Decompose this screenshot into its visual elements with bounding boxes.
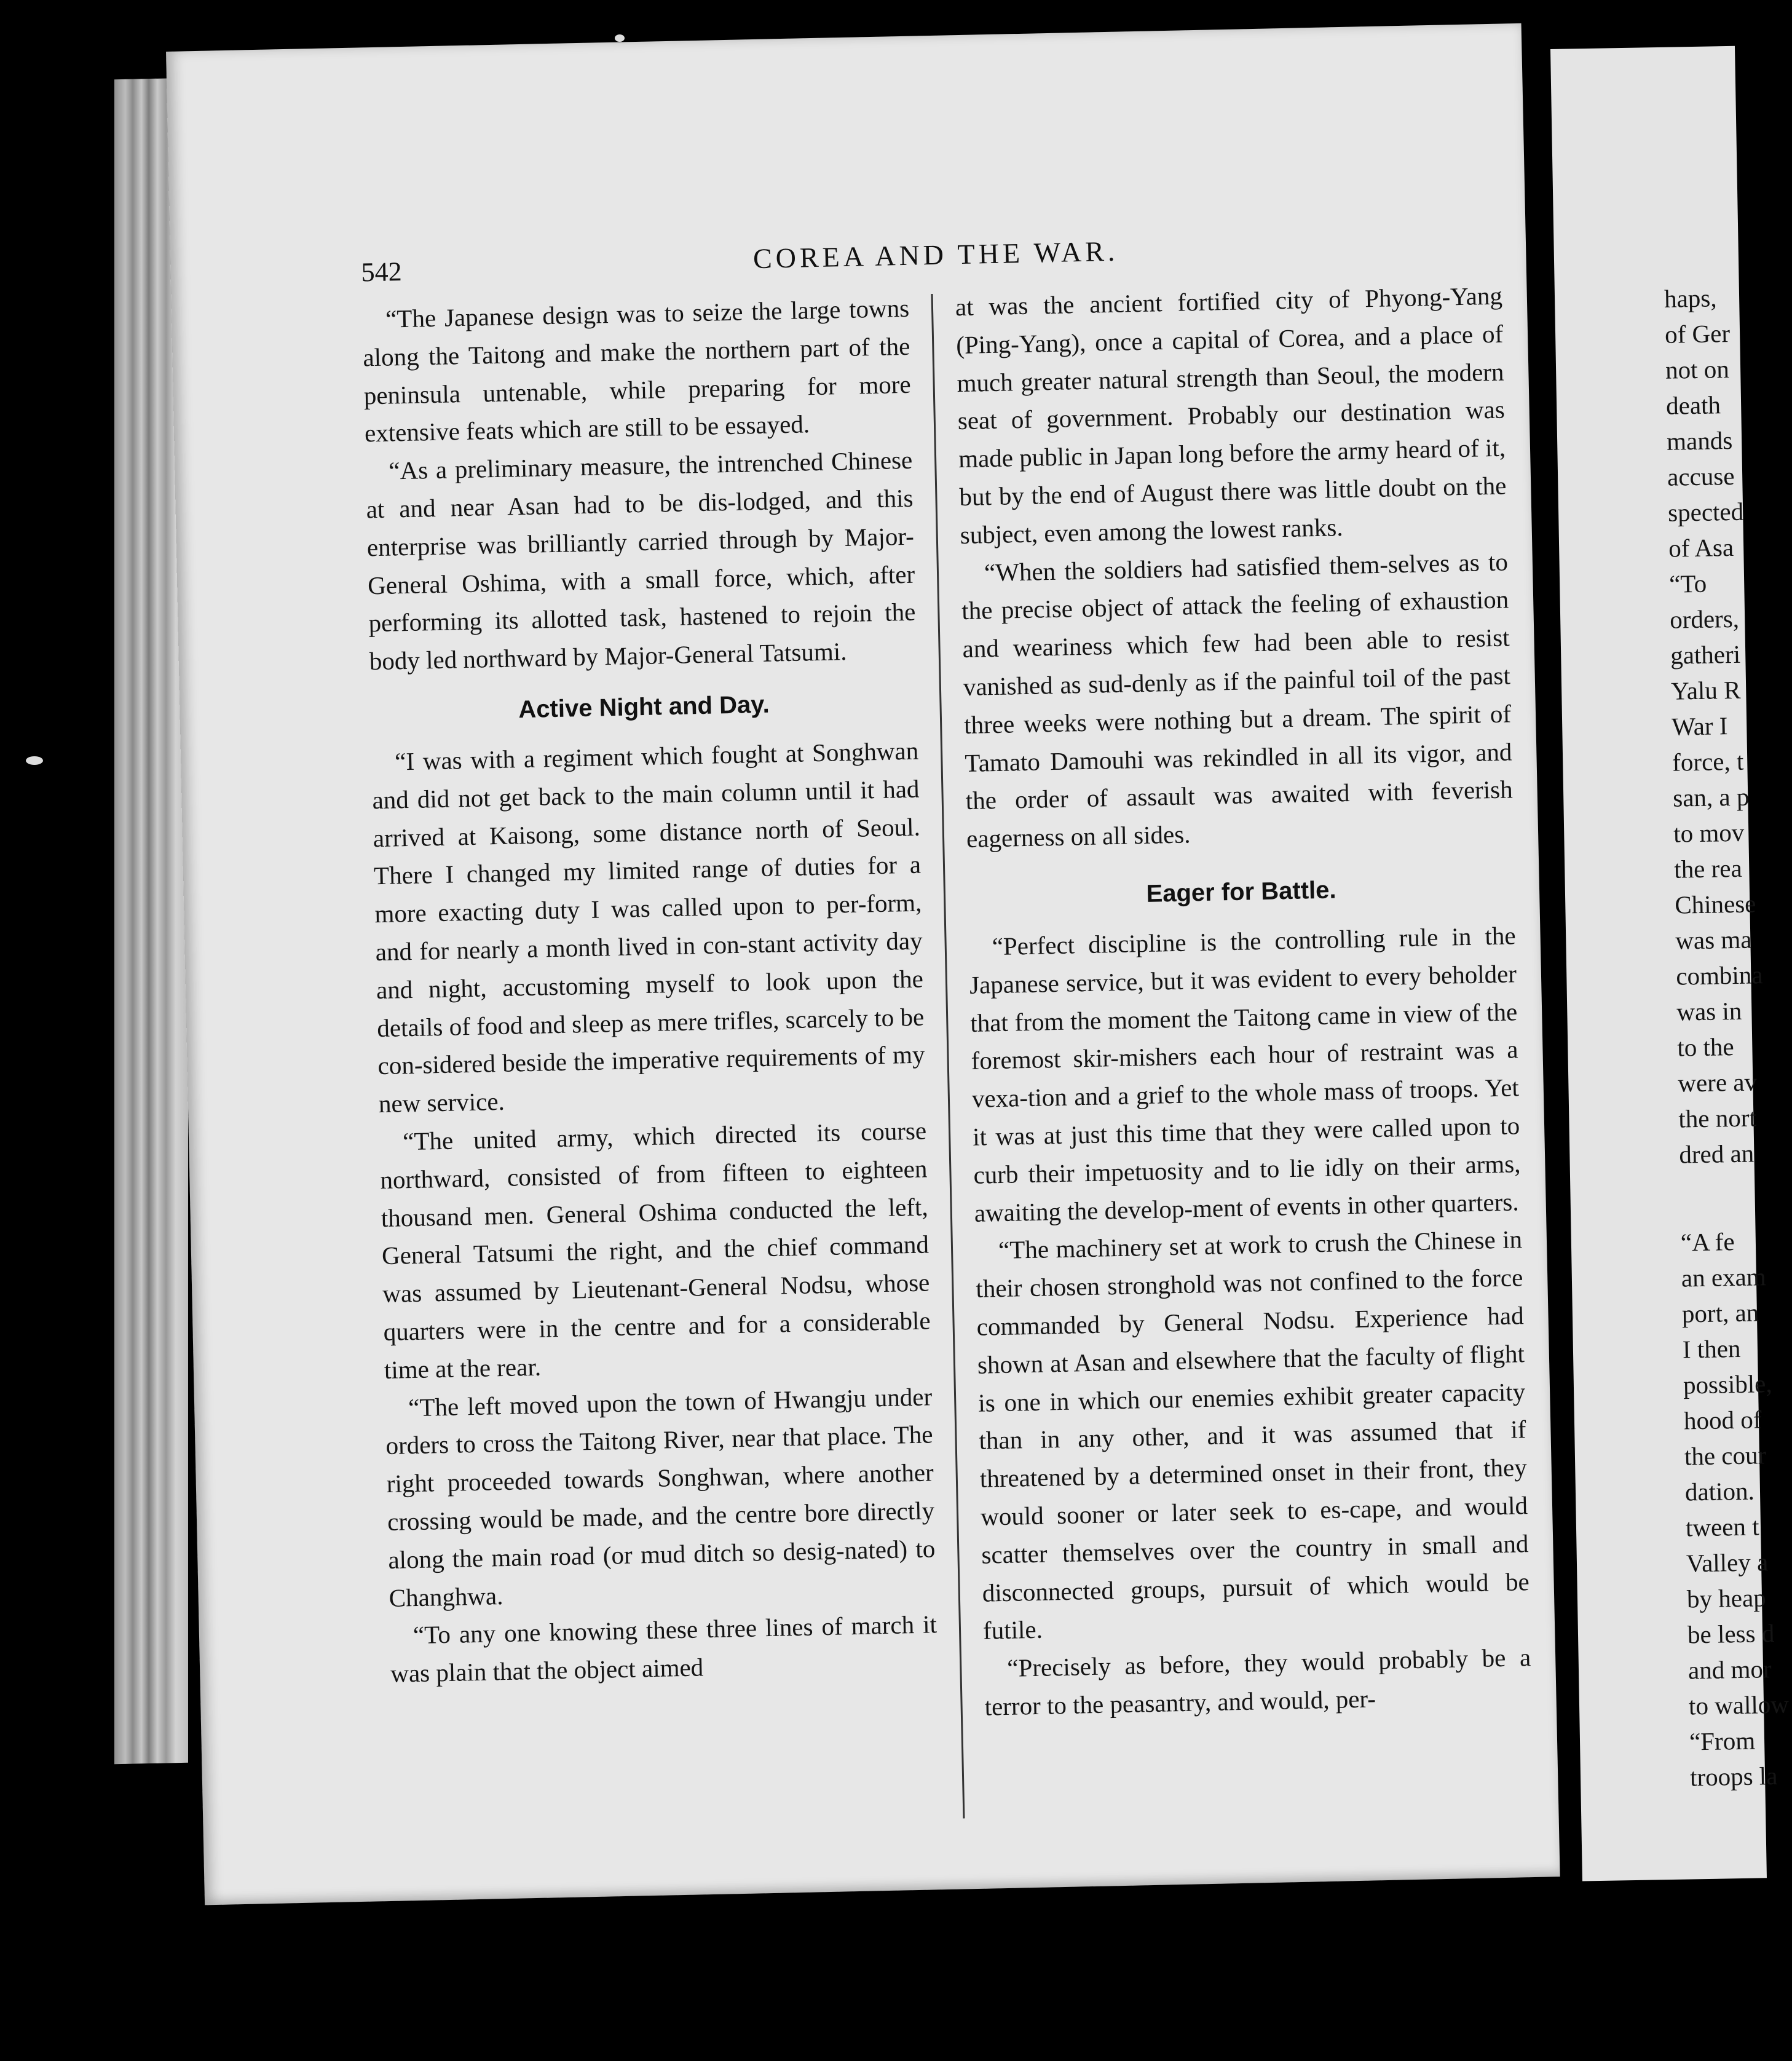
facing-page-line: to wallow [1688, 1690, 1790, 1720]
facing-page-line: accuse [1667, 461, 1735, 491]
facing-page-line: the cour [1684, 1441, 1767, 1471]
facing-page-line: tween t [1685, 1512, 1759, 1542]
facing-page-line: by heap [1686, 1583, 1767, 1613]
facing-page-line: san, a p [1672, 782, 1750, 812]
facing-page-line: were av [1677, 1067, 1758, 1098]
facing-page-line: port, an [1681, 1298, 1759, 1328]
facing-page-line: “A fe [1680, 1227, 1735, 1257]
facing-page-line: gatheri [1670, 639, 1741, 670]
facing-page-line: “To [1668, 569, 1707, 598]
facing-page-line: was in [1676, 996, 1742, 1026]
paragraph: “I was with a regiment which fought at Songhwan and did not get back to the main column until it had arrived at Kaisong, some distance north of Seoul. There I changed my limited range of duties for a more exacting duty I was called upon to per-form, and for nearly a month lived in con-stant activity day and night, accustoming myself to look upon the details of food and sleep as mere trifles, scarcely to be con-sidered beside the imperative requirements of my new service. [372, 736, 925, 1118]
facing-page-line: not on [1665, 355, 1730, 384]
facing-page-line: be less d [1687, 1619, 1775, 1649]
facing-page-line: spected [1667, 497, 1744, 527]
facing-page-line: “From [1689, 1726, 1756, 1756]
facing-page-line: death [1665, 390, 1721, 420]
facing-page-line: Chinese [1674, 889, 1756, 919]
paragraph: “The united army, which directed its course northward, consisted of from fifteen to eighteen thousand men. General Oshima conducted the left, General Tatsumi the right, and the chief command was assumed by Lieutenant-General Nodsu, whose quarters were in the centre and for a considerable time at the rear. [380, 1116, 931, 1384]
facing-page-line: mands [1666, 425, 1733, 456]
section-heading: Active Night and Day. [518, 690, 770, 724]
facing-page-line: of Ger [1664, 318, 1731, 349]
facing-page-line: the nort [1678, 1103, 1757, 1133]
running-head-title: COREA AND THE WAR. [752, 235, 1119, 275]
facing-page-line: of Asa [1668, 532, 1734, 563]
facing-page-line: Yalu R [1670, 675, 1741, 705]
page-number: 542 [361, 256, 403, 288]
facing-page-line: an exam [1681, 1262, 1767, 1292]
paragraph: “To any one knowing these three lines of march it was plain that the object aimed [390, 1610, 937, 1688]
facing-page-line: and mor [1687, 1655, 1772, 1685]
facing-page-line: to the [1676, 1032, 1734, 1062]
paragraph: “The left moved upon the town of Hwangju under orders to cross the Taitong River, near that place. The right proceeded towards Songhwan, where another crossing would be made, and the centre bore directly along the main road (or mud ditch so desig-nated) to Changhwa. [385, 1382, 936, 1612]
book-page [166, 23, 1560, 1905]
facing-page-line: troops la [1689, 1761, 1778, 1792]
scan-speck [615, 34, 625, 42]
paragraph: at was the ancient fortified city of Phyong-Yang (Ping-Yang), once a capital of Corea, and a place of much greater natural strength than Seoul, the modern seat of government. Probably our destination was made public in Japan long before the army heard of it, but by the end of August there was little doubt on the subject, even among the lowest ranks. [955, 281, 1507, 549]
facing-page-line: hood of [1683, 1405, 1762, 1435]
facing-page-line: combina [1675, 960, 1763, 991]
paragraph: “Precisely as before, they would probably be a terror to the peasantry, and would, per- [984, 1643, 1531, 1721]
paragraph: “The Japanese design was to seize the large towns along the Taitong and make the northern part of the peninsula untenable, while preparing for more extensive feats which are still to be essayed. [363, 293, 912, 448]
facing-page-line: to mov [1673, 818, 1745, 848]
facing-page [1550, 46, 1790, 1881]
facing-page-line: Valley a [1686, 1548, 1769, 1578]
facing-page-text-top [1664, 279, 1766, 1172]
right-column [955, 277, 1532, 1727]
facing-page-line: was ma [1675, 925, 1752, 955]
facing-page-line: haps, [1664, 283, 1717, 313]
facing-page-line: dred an [1679, 1139, 1755, 1169]
paragraph: “The machinery set at work to crush the Chinese in their chosen stronghold was not confined to the force commanded by General Nodsu. Experience had shown at Asan and elsewhere that the faculty of flight is one in which our enemies exhibit greater capacity than in any other, and it was assumed that if threatened by a determined onset in their front, they would sooner or later seek to es-cape, and would scatter themselves over the country in small and disconnected groups, pursuit of which would be futile. [975, 1225, 1530, 1645]
facing-page-line: dation. [1684, 1476, 1755, 1506]
paragraph: “Perfect discipline is the controlling rule in the Japanese service, but it was evident to every beholder that from the moment the Taitong came in view of the foremost skir-mishers each hour of restraint was a vexa-tion and a grief to the whole mass of troops. Yet it was at just this time that they were called upon to curb their impetuosity and to lie idly on their arms, awaiting the develop-ment of events in other quarters. [969, 921, 1521, 1227]
facing-page-line: orders, [1669, 604, 1740, 634]
left-column [362, 290, 938, 1693]
facing-page-line: force, t [1672, 746, 1744, 777]
facing-page-line: the rea [1673, 853, 1743, 884]
facing-page-line: possible, [1683, 1369, 1772, 1399]
facing-page-line: I then [1682, 1334, 1741, 1364]
section-heading: Eager for Battle. [1146, 876, 1336, 908]
facing-page-text-bottom [1680, 1223, 1790, 1795]
paragraph: “As a preliminary measure, the intrenched Chinese at and near Asan had to be dis-lodged, and this enterprise was brilliantly carried through by Major-General Oshima, with a small force, which, after performing its allotted task, hastened to rejoin the body led northward by Major-General Tatsumi. [366, 445, 916, 676]
paragraph: “When the soldiers had satisfied them-selves as to the precise object of attack the feeling of exhaustion and weariness which few had been able to resist vanished as sud-denly as if the painful toil of the past three weeks were nothing but a dream. The spirit of Tamato Damouhi was rekindled in all its vigor, and the order of assault was awaited with feverish eagerness on all sides. [961, 547, 1514, 853]
scan-speck [26, 756, 43, 765]
page-content [361, 226, 1542, 1800]
facing-page-line: War I [1671, 711, 1728, 741]
